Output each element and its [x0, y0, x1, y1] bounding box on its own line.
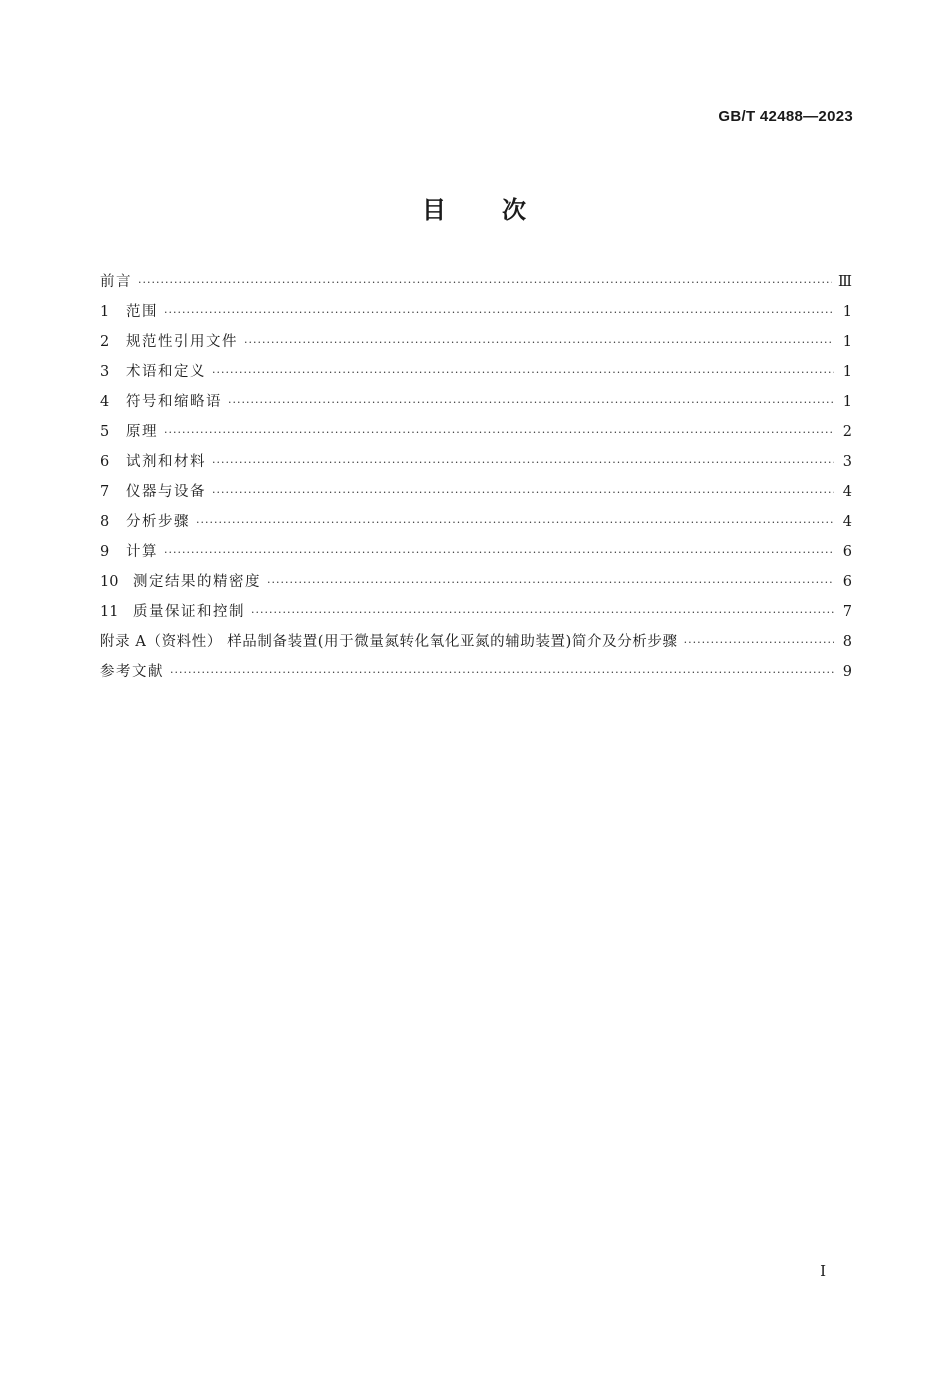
toc-entry-label: 术语和定义: [126, 364, 206, 380]
toc-entry-number: 4: [100, 394, 110, 410]
dot-leader: [267, 576, 834, 589]
dot-leader: [138, 276, 832, 289]
toc-entry-number: 8: [100, 514, 110, 530]
toc-entry-number: 5: [100, 424, 110, 440]
page-number: I: [820, 1262, 826, 1280]
toc-entry-page: 6: [842, 544, 852, 560]
toc-entry-bibliography[interactable]: [100, 660, 852, 690]
toc-entry-number: 1: [100, 304, 110, 320]
toc-title-char: 次: [502, 196, 528, 224]
toc-entry-foreword[interactable]: [100, 270, 852, 300]
toc-list: [100, 270, 852, 690]
toc-entry-analysis-steps[interactable]: [100, 510, 852, 540]
toc-entry-symbols-abbreviations[interactable]: [100, 390, 852, 420]
toc-entry-label: 计算: [126, 544, 158, 560]
toc-entry-label: 范围: [126, 304, 158, 320]
toc-entry-number: 11: [100, 604, 119, 620]
toc-entry-page: 2: [842, 424, 852, 440]
toc-entry-precision[interactable]: [100, 570, 852, 600]
dot-leader: [684, 636, 834, 649]
toc-entry-number: 10: [100, 574, 119, 590]
toc-entry-page: 9: [842, 664, 852, 680]
toc-entry-number: 9: [100, 544, 110, 560]
toc-entry-page: 7: [842, 604, 852, 620]
dot-leader: [212, 456, 834, 469]
toc-entry-page: 1: [842, 394, 852, 410]
toc-entry-page: 1: [842, 304, 852, 320]
dot-leader: [244, 336, 834, 349]
dot-leader: [164, 306, 834, 319]
toc-title: [0, 190, 950, 225]
toc-entry-principle[interactable]: [100, 420, 852, 450]
dot-leader: [251, 606, 834, 619]
toc-entry-calculation[interactable]: [100, 540, 852, 570]
toc-entry-label: 试剂和材料: [126, 454, 206, 470]
toc-entry-page: 4: [842, 514, 852, 530]
toc-entry-label: 测定结果的精密度: [133, 574, 261, 590]
toc-entry-number: 3: [100, 364, 110, 380]
standard-number: GB/T 42488—2023: [718, 108, 853, 125]
toc-entry-number: 6: [100, 454, 110, 470]
toc-entry-annex-a[interactable]: [100, 630, 852, 660]
toc-entry-label: 参考文献: [100, 664, 164, 680]
toc-entry-label: 前言: [100, 274, 132, 290]
toc-entry-quality-control[interactable]: [100, 600, 852, 630]
dot-leader: [212, 486, 834, 499]
toc-entry-label: 规范性引用文件: [126, 334, 238, 350]
toc-entry-label: 分析步骤: [126, 514, 190, 530]
toc-entry-label: 符号和缩略语: [126, 394, 222, 410]
toc-entry-label: 仪器与设备: [126, 484, 206, 500]
toc-entry-page: 8: [842, 634, 852, 650]
dot-leader: [196, 516, 834, 529]
toc-title-char: 目: [422, 196, 448, 224]
toc-entry-number: 2: [100, 334, 110, 350]
dot-leader: [228, 396, 834, 409]
dot-leader: [212, 366, 834, 379]
toc-entry-reagents-materials[interactable]: [100, 450, 852, 480]
toc-entry-label: 质量保证和控制: [133, 604, 245, 620]
toc-entry-terms-definitions[interactable]: [100, 360, 852, 390]
dot-leader: [164, 426, 834, 439]
toc-entry-label: 原理: [126, 424, 158, 440]
toc-entry-number: 7: [100, 484, 110, 500]
toc-entry-instruments-equipment[interactable]: [100, 480, 852, 510]
toc-entry-page: 4: [842, 484, 852, 500]
toc-entry-page: 1: [842, 334, 852, 350]
dot-leader: [164, 546, 834, 559]
toc-entry-page: 6: [842, 574, 852, 590]
toc-entry-page: 3: [842, 454, 852, 470]
toc-entry-normative-references[interactable]: [100, 330, 852, 360]
toc-entry-scope[interactable]: [100, 300, 852, 330]
dot-leader: [170, 666, 834, 679]
toc-entry-page: 1: [842, 364, 852, 380]
toc-entry-label: 附录 A（资料性） 样品制备装置(用于微量氮转化氧化亚氮的辅助装置)简介及分析步骤: [100, 634, 678, 650]
toc-entry-page: Ⅲ: [838, 274, 852, 290]
